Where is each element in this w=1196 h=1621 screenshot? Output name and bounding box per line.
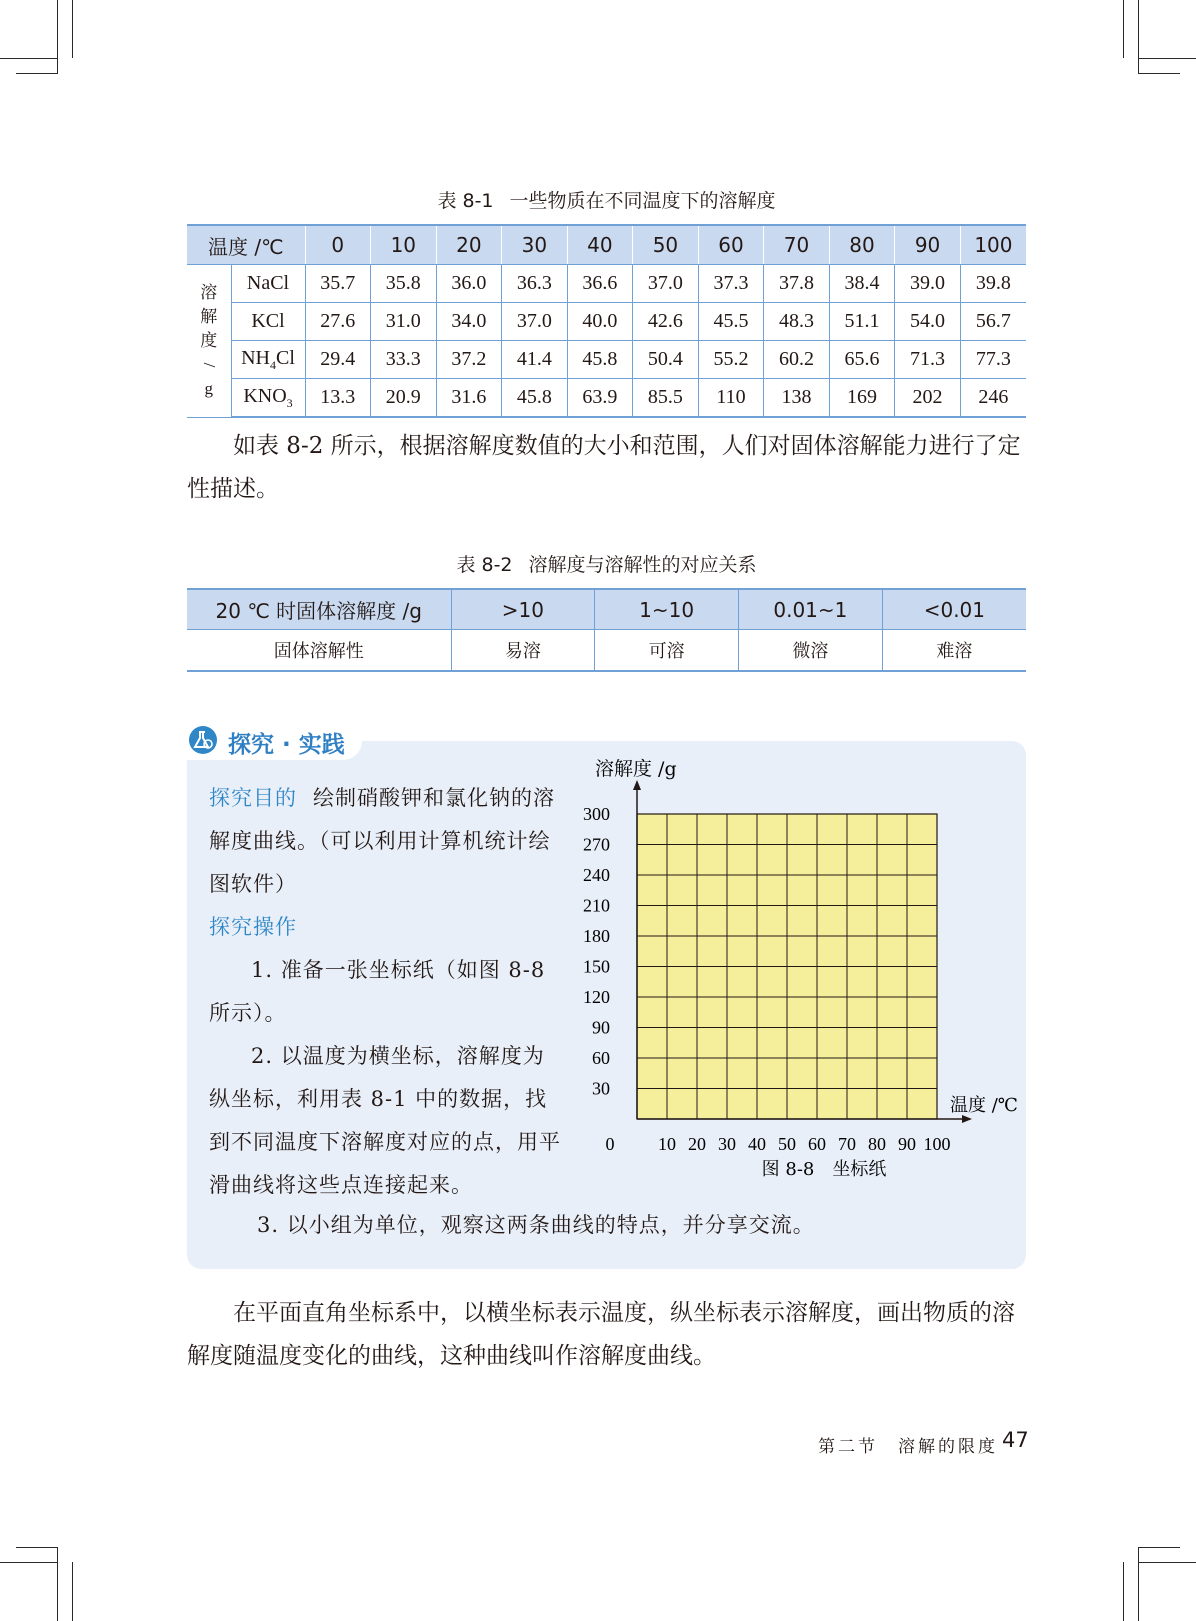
- table-header-cell: >10: [451, 589, 595, 630]
- table-cell: 138: [764, 379, 830, 418]
- table-cell: 56.7: [960, 303, 1026, 341]
- group-label-char: /: [199, 362, 219, 368]
- crop-mark: [0, 1562, 58, 1563]
- x-tick-label: 80: [868, 1134, 886, 1154]
- x-axis-arrow: [962, 1115, 972, 1123]
- table-cell: 63.9: [567, 379, 633, 418]
- x-tick-label: 60: [808, 1134, 826, 1154]
- purpose-label: 探究目的: [209, 786, 297, 810]
- table-cell: 37.0: [633, 265, 699, 303]
- table-cell: 36.0: [436, 265, 502, 303]
- temperature-cell: 100: [960, 225, 1026, 265]
- crop-mark: [1138, 1562, 1196, 1563]
- y-axis-label: 溶解度 /g: [595, 758, 677, 780]
- x-tick-label: 20: [688, 1134, 706, 1154]
- table-cell: 37.3: [698, 265, 764, 303]
- y-tick-label: 120: [583, 987, 610, 1007]
- temperature-cell: 10: [371, 225, 437, 265]
- x-axis-label: 温度 /℃: [950, 1095, 1018, 1116]
- formula-base: NH: [241, 346, 270, 369]
- table-header-cell: 1~10: [595, 589, 739, 630]
- y-tick-label: 60: [592, 1048, 610, 1068]
- x-tick-label: 90: [898, 1134, 916, 1154]
- page-number: 47: [1002, 1428, 1029, 1452]
- x-tick-label: 10: [658, 1134, 676, 1154]
- table-cell: 77.3: [960, 341, 1026, 379]
- table-cell: 55.2: [698, 341, 764, 379]
- table-header-cell: 20 ℃ 时固体溶解度 /g: [187, 589, 451, 630]
- table-cell: 37.8: [764, 265, 830, 303]
- group-label-char: 溶: [200, 282, 218, 302]
- inquiry-step-1: 1. 准备一张坐标纸（如图 8-8 所示）。: [209, 958, 546, 1025]
- table-cell: 35.8: [371, 265, 437, 303]
- grid-area: [637, 814, 937, 1119]
- table-cell: 54.0: [895, 303, 961, 341]
- coordinate-paper-chart: [580, 752, 1026, 1182]
- table-cell: 20.9: [371, 379, 437, 418]
- table-cell: 38.4: [829, 265, 895, 303]
- inquiry-purpose: [209, 777, 565, 906]
- y-axis-arrow: [633, 780, 641, 790]
- crop-mark: [1138, 1547, 1180, 1548]
- table-cell: 41.4: [502, 341, 568, 379]
- table-row: [187, 341, 1026, 379]
- table-cell: 13.3: [305, 379, 371, 418]
- temperature-cell: 90: [895, 225, 961, 265]
- table-cell: 31.0: [371, 303, 437, 341]
- x-tick-label: 30: [718, 1134, 736, 1154]
- table-cell: 50.4: [633, 341, 699, 379]
- table-cell: 45.8: [502, 379, 568, 418]
- substance-name: [231, 379, 305, 418]
- table-cell: 40.0: [567, 303, 633, 341]
- formula-base: KNO: [243, 384, 287, 407]
- crop-mark: [1138, 1547, 1139, 1621]
- crop-mark: [0, 58, 58, 59]
- table-cell: 难溶: [882, 630, 1026, 672]
- solubility-classification-table: [187, 588, 1026, 672]
- crop-mark: [72, 0, 73, 58]
- temperature-cell: 80: [829, 225, 895, 265]
- table-cell: 45.8: [567, 341, 633, 379]
- group-label-char: 解: [200, 306, 218, 326]
- x-tick-label: 70: [838, 1134, 856, 1154]
- table-cell: 固体溶解性: [187, 630, 451, 672]
- y-tick-labels: [583, 804, 610, 1099]
- temperature-cell: 70: [764, 225, 830, 265]
- table-cell: 39.8: [960, 265, 1026, 303]
- temperature-cell: 0: [305, 225, 371, 265]
- crop-mark: [1138, 73, 1180, 74]
- y-tick-label: 240: [583, 865, 610, 885]
- inquiry-step-3: 3. 以小组为单位，观察这两条曲线的特点，并分享交流。: [257, 1213, 815, 1237]
- crop-mark: [1123, 1562, 1124, 1621]
- y-tick-label: 30: [592, 1078, 610, 1099]
- crop-mark: [16, 73, 58, 74]
- table-cell: 27.6: [305, 303, 371, 341]
- table-cell: 可溶: [595, 630, 739, 672]
- temperature-header: 温度 /℃: [187, 225, 305, 265]
- x-tick-labels: [606, 1134, 951, 1154]
- substance-name: NaCl: [231, 265, 305, 303]
- table-cell: 37.2: [436, 341, 502, 379]
- paragraph-solubility-curve-definition: 在平面直角坐标系中，以横坐标表示温度，纵坐标表示溶解度，画出物质的溶解度随温度变化的曲线，这种曲线叫作溶解度曲线。: [187, 1300, 1015, 1369]
- table-cell: 39.0: [895, 265, 961, 303]
- group-label-char: 度: [200, 330, 218, 350]
- substance-name: [231, 341, 305, 379]
- table-cell: 42.6: [633, 303, 699, 341]
- substance-name: KCl: [231, 303, 305, 341]
- crop-mark: [1138, 58, 1196, 59]
- table-cell: 246: [960, 379, 1026, 418]
- y-tick-label: 300: [583, 804, 610, 824]
- solubility-group-label: [187, 265, 231, 418]
- table-cell: 31.6: [436, 379, 502, 418]
- table-cell: 微溶: [739, 630, 883, 672]
- table1-number: 表 8-1: [437, 190, 494, 212]
- table-cell: 51.1: [829, 303, 895, 341]
- table-cell: 37.0: [502, 303, 568, 341]
- table-row: [187, 379, 1026, 418]
- table-cell: 45.5: [698, 303, 764, 341]
- crop-mark: [57, 1547, 58, 1621]
- table-header-row: [187, 589, 1026, 630]
- table-row: [187, 303, 1026, 341]
- table-row: [187, 265, 1026, 303]
- purpose-text: 绘制硝酸钾和氯化钠的溶解度曲线。（可以利用计算机统计绘图软件）: [209, 786, 555, 896]
- flask-icon: [188, 725, 218, 755]
- temperature-cell: 60: [698, 225, 764, 265]
- table1-caption: [187, 186, 1026, 213]
- table-cell: 易溶: [451, 630, 595, 672]
- paragraph-table-8-2-intro: 如表 8-2 所示，根据溶解度数值的大小和范围，人们对固体溶解能力进行了定性描述。: [187, 433, 1021, 502]
- formula-tail: Cl: [275, 346, 295, 369]
- x-tick-label: 50: [778, 1134, 796, 1154]
- solubility-table: [187, 224, 1026, 418]
- table-cell: 35.7: [305, 265, 371, 303]
- figure-caption: 图 8-8 坐标纸: [761, 1159, 887, 1180]
- crop-mark: [1138, 0, 1139, 74]
- table-cell: 33.3: [371, 341, 437, 379]
- y-tick-label: 90: [592, 1017, 610, 1038]
- crop-mark: [1123, 0, 1124, 58]
- temperature-cell: 20: [436, 225, 502, 265]
- table-cell: 48.3: [764, 303, 830, 341]
- table1-title: 一些物质在不同温度下的溶解度: [509, 190, 776, 212]
- table-cell: 202: [895, 379, 961, 418]
- y-tick-label: 270: [583, 834, 610, 855]
- x-tick-label: 0: [605, 1134, 615, 1154]
- table2-title: 溶解度与溶解性的对应关系: [528, 554, 757, 576]
- table-cell: 65.6: [829, 341, 895, 379]
- x-tick-label: 100: [923, 1134, 951, 1154]
- y-tick-label: 150: [583, 956, 610, 977]
- table-cell: 71.3: [895, 341, 961, 379]
- operation-label: 探究操作: [209, 915, 297, 939]
- table-cell: 29.4: [305, 341, 371, 379]
- temperature-cell: 30: [502, 225, 568, 265]
- footer-section-title: 第二节 溶解的限度: [818, 1437, 998, 1457]
- table-cell: 169: [829, 379, 895, 418]
- table-row: [187, 630, 1026, 672]
- table-cell: 85.5: [633, 379, 699, 418]
- table2-caption: [187, 550, 1026, 577]
- table2-number: 表 8-2: [456, 554, 513, 576]
- table-cell: 60.2: [764, 341, 830, 379]
- crop-mark: [72, 1562, 73, 1621]
- formula-subscript: 3: [286, 395, 293, 410]
- temperature-cell: 40: [567, 225, 633, 265]
- x-tick-label: 40: [748, 1134, 766, 1154]
- table-header-row: [187, 225, 1026, 265]
- table-cell: 36.6: [567, 265, 633, 303]
- table-header-cell: <0.01: [882, 589, 1026, 630]
- group-label-char: g: [204, 378, 213, 398]
- table-cell: 110: [698, 379, 764, 418]
- formula-subscript: 4: [269, 357, 276, 372]
- y-tick-label: 210: [583, 895, 610, 916]
- table-cell: 36.3: [502, 265, 568, 303]
- table-header-cell: 0.01~1: [739, 589, 883, 630]
- crop-mark: [57, 0, 58, 74]
- crop-mark: [16, 1547, 58, 1548]
- temperature-cell: 50: [633, 225, 699, 265]
- inquiry-tag: 探究 · 实践: [228, 732, 345, 758]
- table-cell: 34.0: [436, 303, 502, 341]
- inquiry-step-2: 2. 以温度为横坐标，溶解度为纵坐标，利用表 8-1 中的数据，找到不同温度下溶解度对应的点，用平滑曲线将这些点连接起来。: [209, 1044, 561, 1197]
- y-tick-label: 180: [583, 926, 610, 946]
